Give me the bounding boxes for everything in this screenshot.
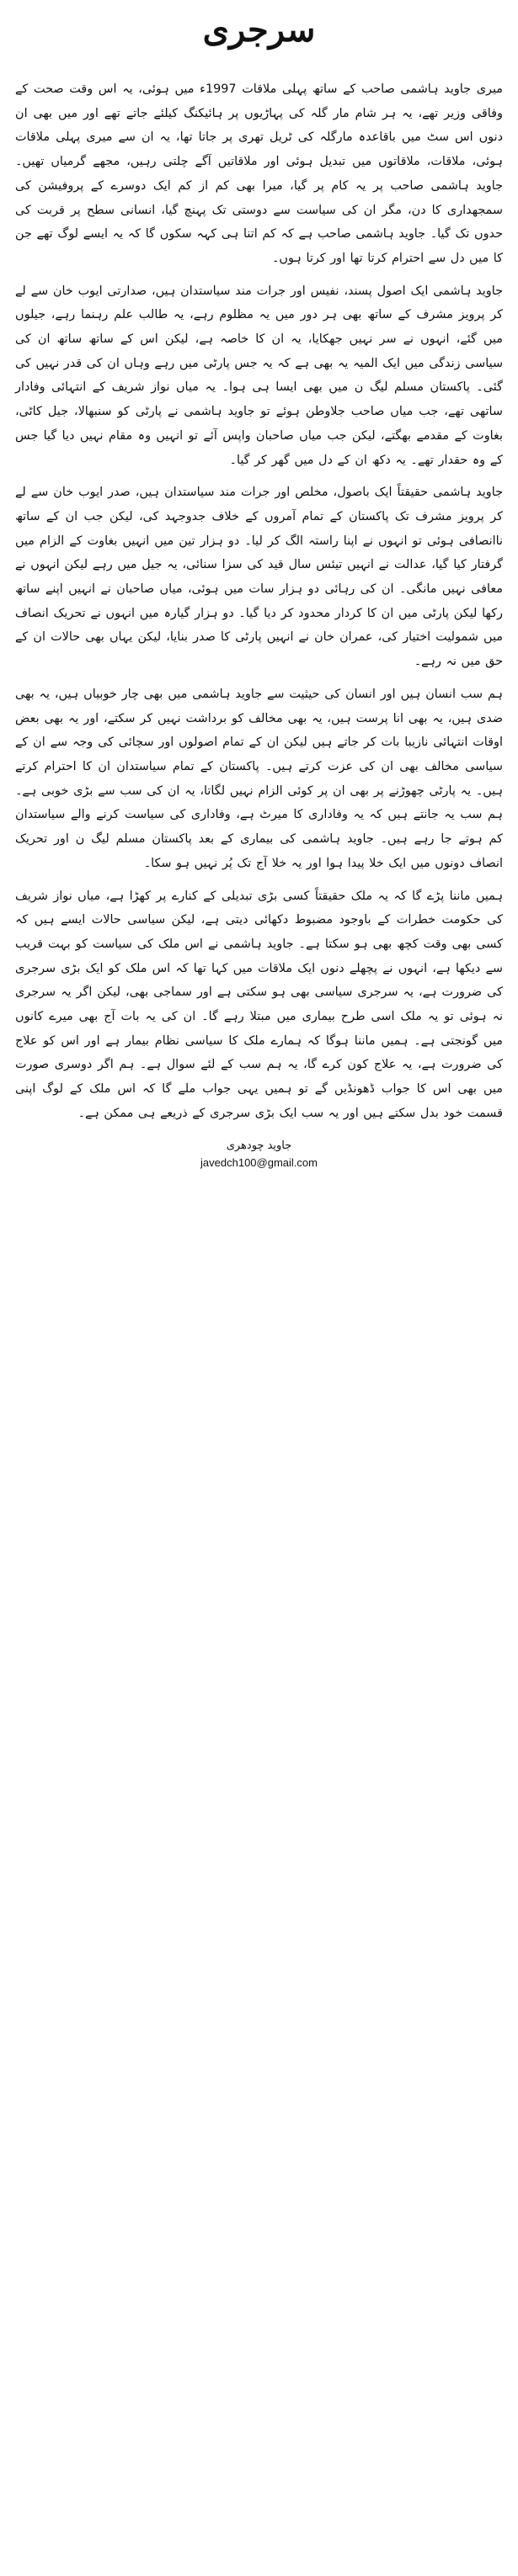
author-name: جاوید چودھری [226,1139,292,1152]
author-email[interactable]: javedch100@gmail.com [200,1155,318,1169]
paragraph-1: میری جاوید ہاشمی صاحب کے ساتھ پہلی ملاقات 1997ء میں ہوئی، یہ اس وقت صحت کے وفاقی وزیر تھے، یہ ہر شام مار گلہ کی پہاڑیوں پر ہائیکنگ کیلئے جاتے تھے اور میں بھی ان دنوں اس سٹ میں باقاعدہ مارگلہ کی ٹریل تھری پر جاتا تھا، یہ ان سے میری پہلی ملاقات ہوئی، ملاقات، ملاقاتوں میں تبدیل ہوئی اور ملاقاتیں آگے چلتی رہیں، مجھے گرمیاں تھیں۔ جاوید ہاشمی صاحب پر یہ کام پر گیا، میرا بھی کم از کم ایک دوسرے کے پروفیشن کی سمجھداری کا دن، مگر ان کی سیاست سے دوستی تک پہنچ گیا، انسانی سطح پر قربت کی حدوں تک گیا۔ جاوید ہاشمی صاحب ہے کہ کم اتنا ہی کہہ سکوں گا کہ یہ ایسے لوگ تھے جن کا میں دل سے احترام کرتا تھا اور کرتا ہوں۔ [15,82,503,265]
article-title: سرجری [202,10,316,50]
paragraph-2: جاوید ہاشمی ایک اصول پسند، نفیس اور جرات مند سیاستدان ہیں، صدارتی ایوب خان سے لے کر پرویز مشرف کے ساتھ بھی ہر دور میں یہ مظلوم رہے، یہ طالب علم رہنما رہے، جیلوں میں گئے، انہوں نے سر نہیں جھکایا، یہ ان کا خاصہ ہے، لیکن اس کے ساتھ ساتھ ان کی سیاسی زندگی میں ایک المیہ یہ بھی ہے کہ یہ جس پارٹی میں رہے وہاں ان کی قدر نہیں کی گئی۔ پاکستان مسلم لیگ ن میں بھی ایسا ہی ہوا۔ یہ میاں نواز شریف کے انتہائی وفادار ساتھی تھے، جب میاں صاحب جلاوطن ہوئے تو جاوید ہاشمی نے پارٹی کو سنبھالا، جیل کاٹی، بغاوت کے مقدمے بھگتے، لیکن جب میاں صاحبان واپس آئے تو انہیں وہ مقام نہیں دیا گیا جس کے وہ حقدار تھے۔ یہ دکھ ان کے دل میں گھر کر گیا۔ [15,284,503,467]
paragraph-4: ہم سب انسان ہیں اور انسان کی حیثیت سے جاوید ہاشمی میں بھی چار خوبیاں ہیں، یہ بھی ضدی ہیں، یہ بھی انا پرست ہیں، یہ بھی مخالف کو برداشت نہیں کر سکتے، اور یہ بھی بعض اوقات انتہائی نازیبا بات کر جاتے ہیں لیکن ان کے تمام اصولوں اور سچائی کی وجہ سے ان کے سیاسی مخالف بھی ان کی عزت کرتے ہیں۔ پاکستان کے تمام سیاستدان ان کا احترام کرتے ہیں۔ یہ پارٹی چھوڑنے پر بھی ان پر کوئی الزام نہیں لگاتا، یہ ان کی سب سے بڑی خوبی ہے۔ ہم سب یہ جانتے ہیں کہ یہ وفاداری کا میرٹ ہے، وفاداری کی سیاست کرنے والے سیاستدان کم ہوتے جا رہے ہیں۔ جاوید ہاشمی کی بیماری کے بعد پاکستان مسلم لیگ ن اور تحریک انصاف دونوں میں ایک خلا پیدا ہوا اور یہ خلا آج تک پُر نہیں ہو سکا۔ [15,687,503,870]
article-body [15,77,503,1126]
paragraph-3: جاوید ہاشمی حقیقتاً ایک باصول، مخلص اور جرات مند سیاستدان ہیں، صدر ایوب خان سے لے کر پرویز مشرف تک پاکستان کے تمام آمروں کے خلاف جدوجہد کی، لیکن جب ان کے ساتھ ناانصافی ہوئی تو انہوں نے اپنا راستہ الگ کر لیا۔ دو ہزار تین میں انہیں بغاوت کے الزام میں گرفتار کیا گیا، عدالت نے انہیں تیئس سال قید کی سزا سنائی، یہ جیل میں رہے لیکن انہوں نے معافی نہیں مانگی۔ ان کی رہائی دو ہزار سات میں ہوئی، میاں صاحبان نے انہیں اپنے ساتھ رکھا لیکن پارٹی میں ان کا کردار محدود کر دیا گیا۔ دو ہزار گیارہ میں انہوں نے تحریک انصاف میں شمولیت اختیار کی، عمران خان نے انہیں پارٹی کا صدر بنایا، لیکن یہاں بھی حالات ان کے حق میں نہ رہے۔ [15,486,503,669]
paragraph-5: ہمیں ماننا پڑے گا کہ یہ ملک حقیقتاً کسی بڑی تبدیلی کے کنارے پر کھڑا ہے، میاں نواز شریف کی حکومت خطرات کے باوجود مضبوط دکھائی دیتی ہے، لیکن سیاسی حالات ایسے ہیں کہ کسی بھی وقت کچھ بھی ہو سکتا ہے۔ جاوید ہاشمی نے اس ملک کی سیاست کو بہت قریب سے دیکھا ہے، انہوں نے پچھلے دنوں ایک ملاقات میں کہا تھا کہ اس ملک کو ایک بڑی سرجری کی ضرورت ہے، یہ سرجری سیاسی بھی ہو سکتی ہے اور سماجی بھی، لیکن اگر یہ سرجری نہ ہوئی تو یہ ملک اسی طرح بیماری میں مبتلا رہے گا۔ ان کی یہ بات آج بھی میرے کانوں میں گونجتی ہے۔ ہمیں ماننا ہوگا کہ ہمارے ملک کا سیاسی نظام بیمار ہے اور اس کو علاج کی ضرورت ہے، یہ علاج کون کرے گا، یہ ہم سب کے لئے سوال ہے۔ ہم اگر دوسری صورت میں بھی اس کا جواب ڈھونڈیں گے تو ہمیں یہی جواب ملے گا کہ اس ملک کے لوگ اپنی قسمت خود بدل سکتے ہیں اور یہ سب ایک بڑی سرجری کے ذریعے ہی ممکن ہے۔ [15,889,503,1120]
